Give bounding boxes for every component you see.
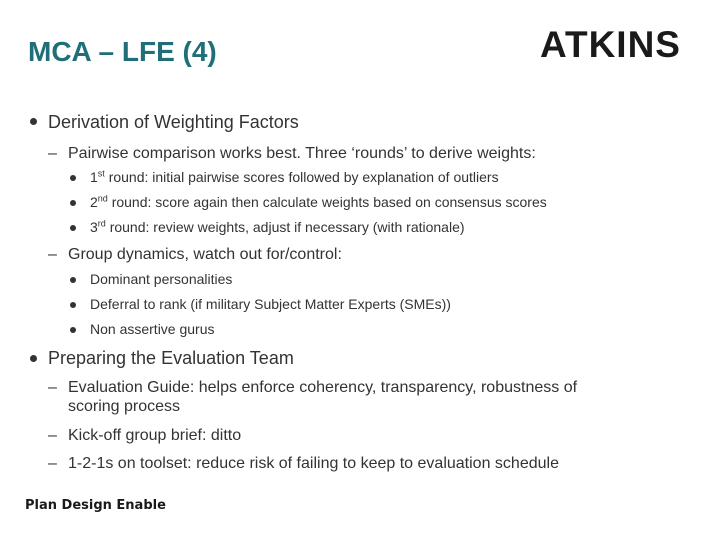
sub-bullet-evaluation-guide-cont: scoring process: [68, 398, 181, 415]
bullet-dot: [30, 118, 37, 125]
footer-tagline: Plan Design Enable: [25, 498, 166, 513]
bullet-dot: [70, 175, 76, 181]
dynamics-item-3: Non assertive gurus: [90, 321, 215, 337]
bullet-derivation: Derivation of Weighting Factors: [48, 112, 299, 132]
bullet-dot: [70, 225, 76, 231]
bullet-dot: [70, 327, 76, 333]
dynamics-item-1: Dominant personalities: [90, 271, 233, 287]
dash-marker: –: [48, 427, 57, 444]
dynamics-item-2: Deferral to rank (if military Subject Matter Experts (SMEs)): [90, 296, 451, 312]
bullet-dot: [70, 277, 76, 283]
logo-text: ATKINS: [540, 24, 681, 64]
dash-marker: –: [48, 455, 57, 472]
dash-marker: –: [48, 145, 57, 162]
slide-title: MCA – LFE (4): [28, 36, 217, 67]
sub-bullet-pairwise: Pairwise comparison works best. Three ‘rounds’ to derive weights:: [68, 145, 536, 162]
dash-marker: –: [48, 379, 57, 396]
round-item-3: 3rd round: review weights, adjust if necessary (with rationale): [90, 218, 465, 235]
sub-bullet-toolset: 1-2-1s on toolset: reduce risk of failing to keep to evaluation schedule: [68, 455, 559, 472]
sub-bullet-evaluation-guide: Evaluation Guide: helps enforce coherency, transparency, robustness of: [68, 379, 578, 396]
atkins-logo: [540, 24, 696, 64]
bullet-dot: [30, 355, 37, 362]
sub-bullet-group-dynamics: Group dynamics, watch out for/control:: [68, 246, 342, 263]
bullet-dot: [70, 302, 76, 308]
round-item-2: 2nd round: score again then calculate weights based on consensus scores: [90, 193, 547, 210]
dash-marker: –: [48, 246, 57, 263]
round-item-1: 1st round: initial pairwise scores followed by explanation of outliers: [90, 168, 499, 185]
bullet-dot: [70, 200, 76, 206]
sub-bullet-kickoff: Kick-off group brief: ditto: [68, 427, 242, 444]
bullet-preparing: Preparing the Evaluation Team: [48, 348, 294, 368]
